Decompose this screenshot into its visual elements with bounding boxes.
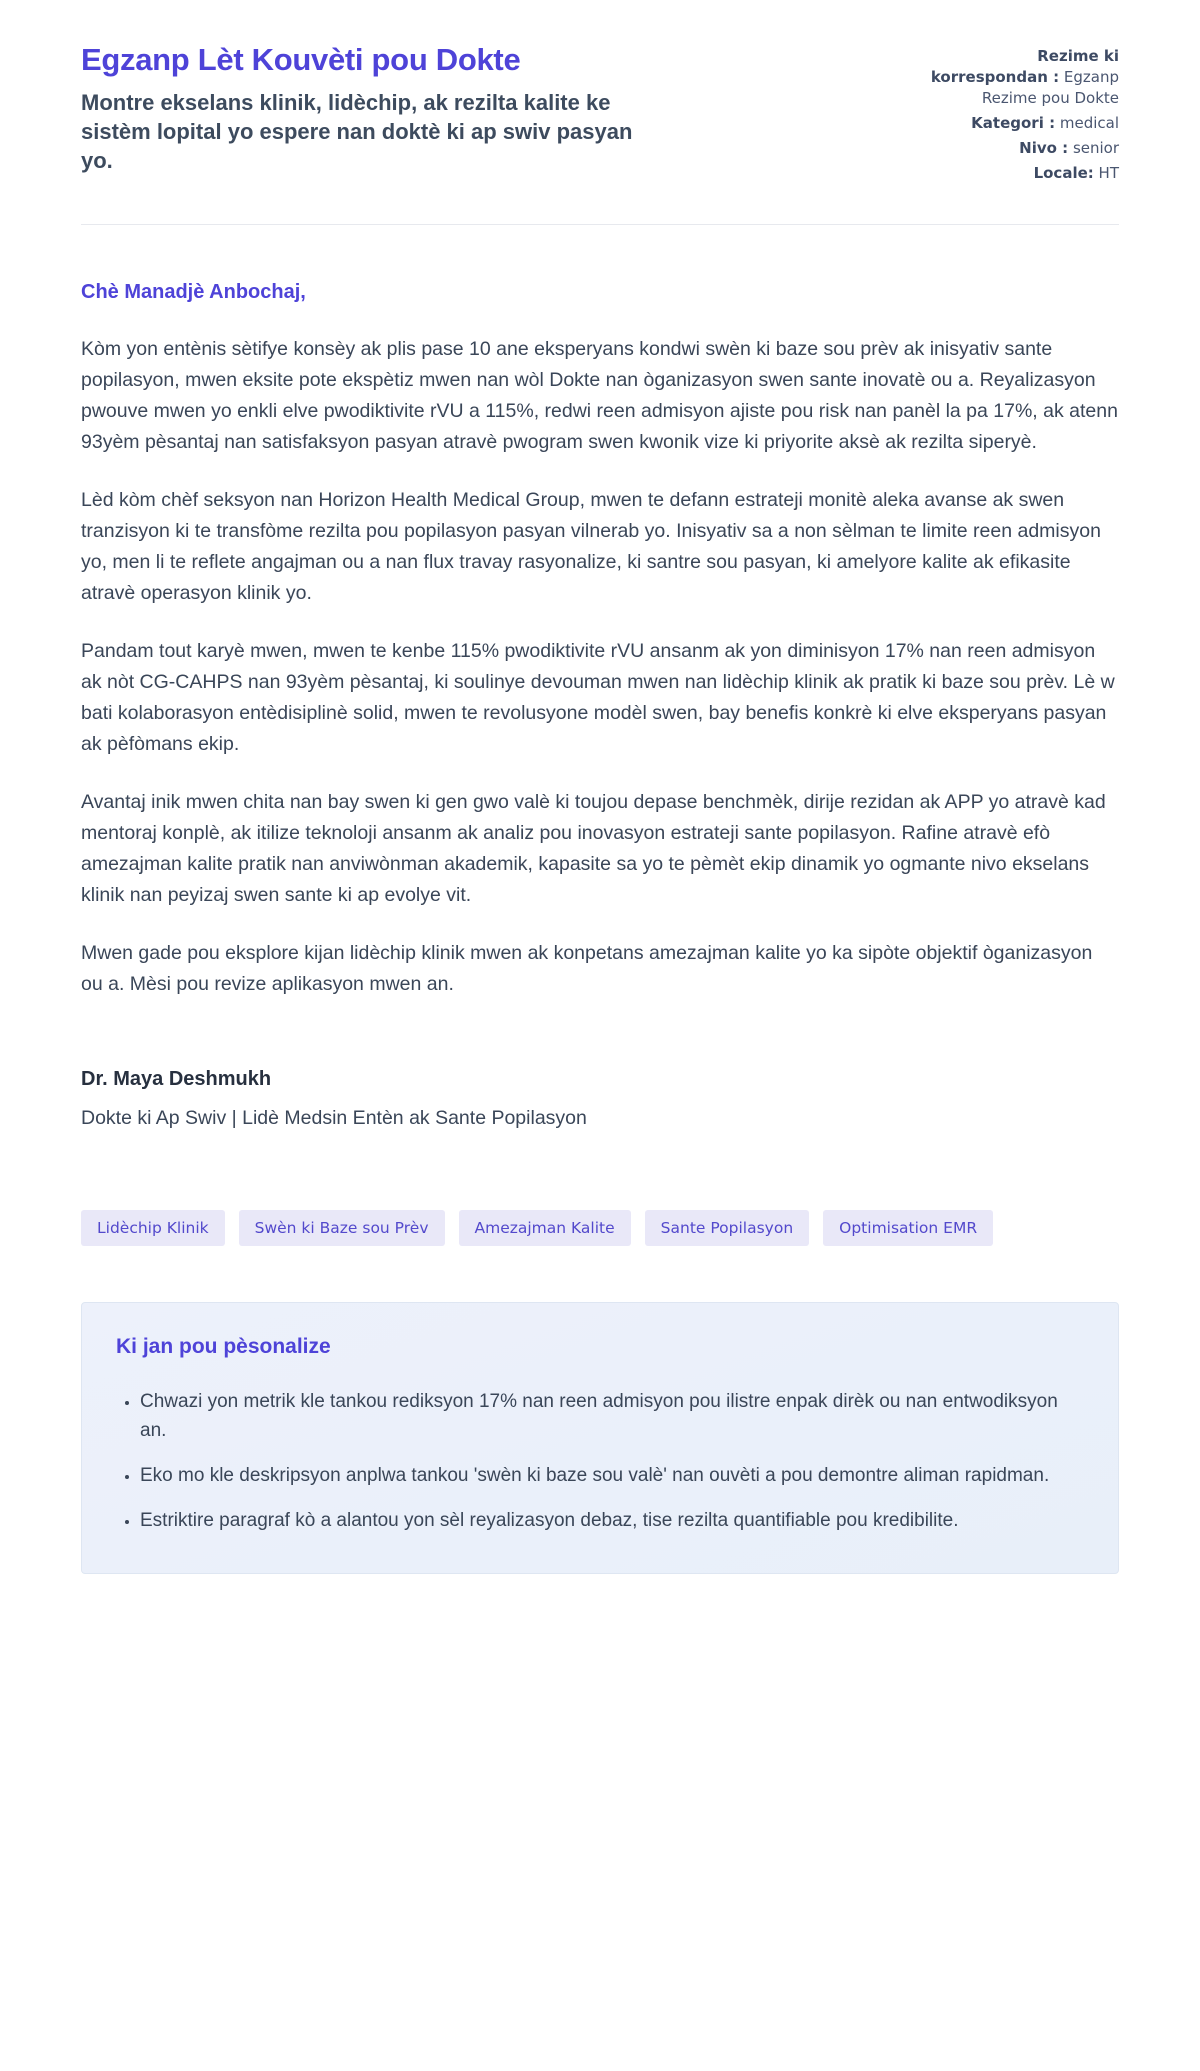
header-divider [81, 224, 1119, 225]
letter-paragraph: Kòm yon entènis sètifye konsèy ak plis pase 10 ane eksperyans kondwi swèn ki baze sou prèv ak inisyativ sante popilasyon, mwen eksite pote ekspètiz mwen nan wòl Dokte nan òganizasyon swen sante inovatè ou a. Reyalizasyon pwouve mwen yo enkli elve pwodiktivite rVU a 115%, redwi reen admisyon ajiste pou risk nan panèl la pa 17%, ak atenn 93yèm pèsantaj nan satisfaksyon pasyan atravè pwogram swen kwonik vize ki priyorite aksè ak rezilta siperyè. [81, 338, 1118, 453]
meta-field-value: medical [1059, 114, 1119, 132]
tips-list [116, 1387, 1084, 1535]
signature-name: Dr. Maya Deshmukh [81, 1068, 272, 1090]
meta-field-category [923, 113, 1119, 134]
header-text-block [81, 42, 661, 175]
letter-paragraph: Avantaj inik mwen chita nan bay swen ki gen gwo valè ki toujou depase benchmèk, dirije rezidan ak APP yo atravè kad mentoraj konplè, ak itilize teknoloji ansanm ak analiz pou inovasyon estrateji sante popilasyon. Rafine atravè efò amezajman kalite pratik nan anviwònman akademik, kapasite sa yo te pèmèt ekip dinamik yo ogmante nivo ekselans klinik nan peyizaj swen sante ki ap evolye vit. [81, 791, 1106, 906]
letter-paragraph: Mwen gade pou eksplore kijan lidèchip klinik mwen ak konpetans amezajman kalite yo ka sipòte objektif òganizasyon ou a. Mèsi pou revize aplikasyon mwen an. [81, 942, 1093, 995]
signature-title: Dokte ki Ap Swiv | Lidè Medsin Entèn ak Sante Popilasyon [81, 1107, 587, 1129]
meta-field-label: Locale: [1033, 164, 1094, 182]
tag-chip[interactable]: Swèn ki Baze sou Prèv [239, 1210, 445, 1246]
meta-field-level [923, 138, 1119, 159]
tag-chip[interactable]: Optimisation EMR [823, 1210, 993, 1246]
meta-field-value: senior [1072, 139, 1119, 157]
page-subtitle: Montre ekselans klinik, lidèchip, ak rezilta kalite ke sistèm lopital yo espere nan doktè ki ap swiv pasyan yo. [81, 90, 633, 173]
tips-item: • Eko mo kle deskripsyon anplwa tankou 'swèn ki baze sou valè' nan ouvèti a pou demontre aliman rapidman. [140, 1461, 1084, 1490]
meta-field-value: HT [1098, 164, 1119, 182]
letter-greeting: Chè Manadjè Anbochaj, [81, 281, 306, 303]
meta-field-locale [923, 163, 1119, 184]
letter-paragraph: Pandam tout karyè mwen, mwen te kenbe 115% pwodiktivite rVU ansanm ak yon diminisyon 17% nan reen admisyon ak nòt CG-CAHPS nan 93yèm pèsantaj, ki soulinye devouman mwen nan lidèchip klinik ak pratik ki baze sou prèv. Lè w bati kolaborasyon entèdisiplinè solid, mwen te revolusyone modèl swen, bay benefis konkrè ki elve eksperyans pasyan ak pèfòmans ekip. [81, 640, 1115, 755]
tag-chip[interactable]: Amezajman Kalite [459, 1210, 631, 1246]
tips-item: • Chwazi yon metrik kle tankou rediksyon 17% nan reen admisyon pou ilistre enpak dirèk ou nan entwodiksyon an. [140, 1387, 1084, 1445]
tag-chip[interactable]: Lidèchip Klinik [81, 1210, 225, 1246]
meta-field-label: Kategori : [971, 114, 1056, 132]
tips-panel [81, 1302, 1119, 1574]
tips-heading: Ki jan pou pèsonalize [116, 1335, 331, 1358]
letter-paragraph: Lèd kòm chèf seksyon nan Horizon Health Medical Group, mwen te defann estrateji monitè aleka avanse ak swen tranzisyon ki te transfòme rezilta pou popilasyon pasyan vilnerab yo. Inisyativ sa a non sèlman te limite reen admisyon yo, men li te reflete angajman ou a nan flux travay rasyonalize, ki santre sou pasyan, ki amelyore kalite ak efikasite atravè operasyon klinik yo. [81, 489, 1101, 604]
tips-item: • Estriktire paragraf kò a alantou yon sèl reyalizasyon debaz, tise rezilta quantifiable pou kredibilite. [140, 1506, 1084, 1535]
meta-field-label: Rezime ki korrespondan : [930, 47, 1119, 86]
header [81, 42, 1119, 188]
tag-chip[interactable]: Sante Popilasyon [645, 1210, 809, 1246]
meta-panel [923, 42, 1119, 188]
content-container [81, 0, 1119, 1644]
meta-field-label: Nivo : [1019, 139, 1069, 157]
meta-field-resume [923, 46, 1119, 109]
tag-list [81, 1210, 1119, 1246]
meta-field-value: Egzanp Rezime pou Dokte [981, 68, 1119, 107]
page-title: Egzanp Lèt Kouvèti pou Dokte [81, 42, 521, 77]
